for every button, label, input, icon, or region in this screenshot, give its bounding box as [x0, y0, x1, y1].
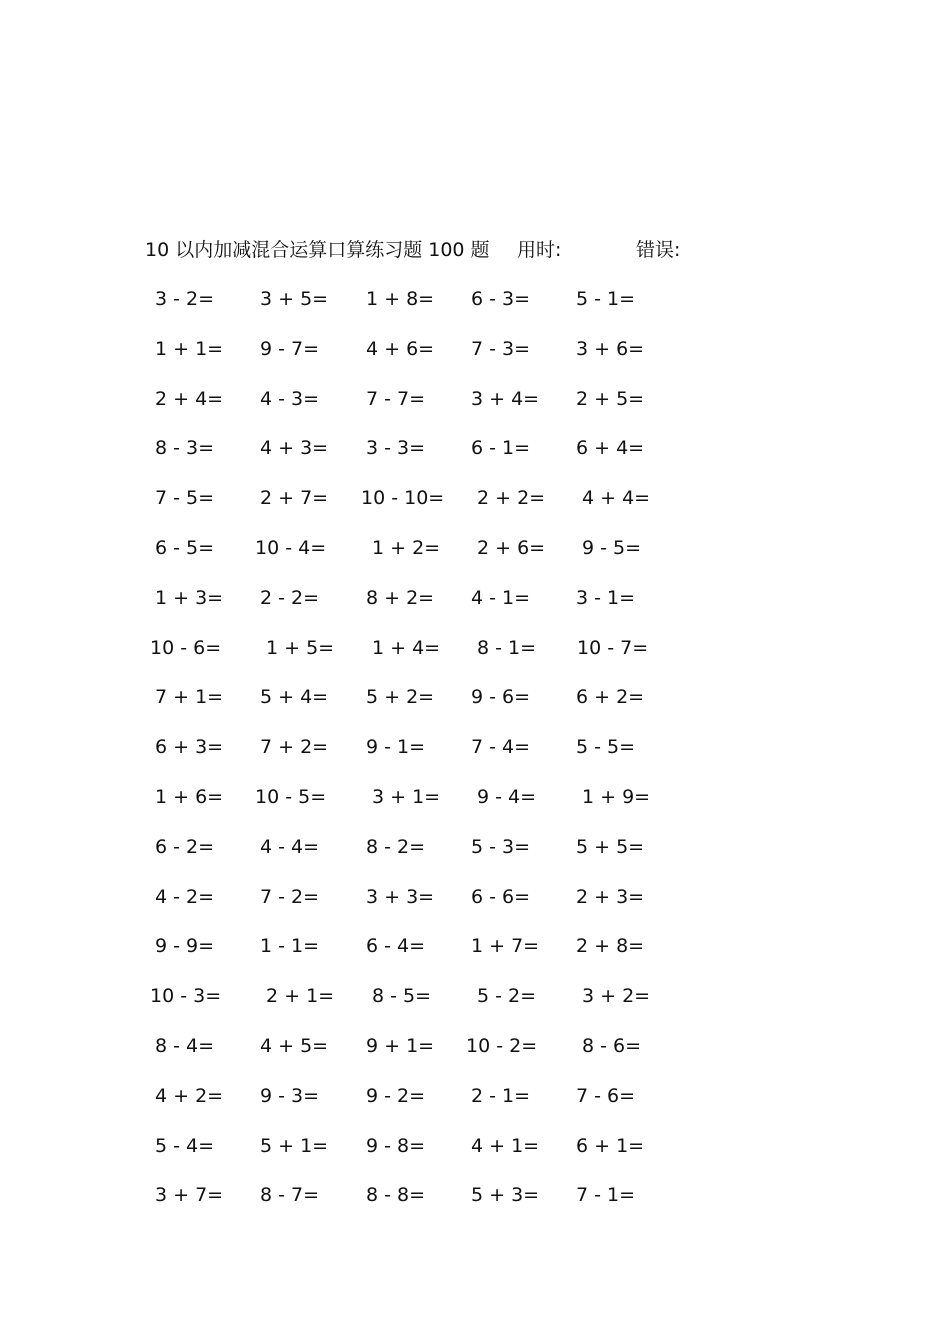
problem-item: 1 + 2=: [372, 536, 441, 559]
problem-item: 3 - 1=: [576, 586, 636, 609]
problem-item: 9 - 7=: [260, 337, 320, 360]
problem-item: 5 - 2=: [477, 985, 537, 1008]
problem-item: 2 + 1=: [266, 985, 335, 1008]
problem-item: 1 + 6=: [155, 785, 224, 808]
problem-item: 8 - 4=: [155, 1034, 215, 1057]
problem-item: 3 + 2=: [582, 985, 651, 1008]
problem-item: 7 - 7=: [366, 387, 426, 410]
problem-item: 5 - 5=: [576, 736, 636, 759]
time-label: 用时:: [517, 239, 562, 261]
problem-item: 1 + 8=: [366, 288, 435, 310]
problem-row: [145, 1131, 705, 1181]
problem-row: [145, 832, 705, 882]
problem-row: [145, 334, 705, 384]
problem-row: [145, 633, 705, 683]
problem-item: 3 - 3=: [366, 437, 426, 460]
problem-row: [145, 882, 705, 932]
problem-grid: [145, 284, 705, 1230]
problem-item: 7 - 5=: [155, 487, 215, 510]
problem-row: [145, 433, 705, 483]
problem-item: 9 - 3=: [260, 1084, 320, 1107]
problem-row: [145, 284, 705, 334]
problem-item: 10 - 4=: [255, 536, 327, 559]
problem-item: 2 + 3=: [576, 885, 645, 908]
problem-item: 6 - 6=: [471, 885, 531, 908]
problem-row: [145, 384, 705, 434]
problem-item: 5 + 5=: [576, 835, 645, 858]
problem-item: 8 - 6=: [582, 1034, 642, 1057]
problem-item: 2 - 2=: [260, 586, 320, 609]
problem-item: 2 + 4=: [155, 387, 224, 410]
problem-item: 1 + 4=: [372, 636, 441, 659]
problem-item: 6 + 4=: [576, 437, 645, 460]
problem-item: 7 - 6=: [576, 1084, 636, 1107]
problem-row: [145, 533, 705, 583]
problem-row: [145, 1180, 705, 1230]
problem-item: 4 - 4=: [260, 835, 320, 858]
problem-row: [145, 483, 705, 533]
problem-item: 7 + 2=: [260, 736, 329, 759]
problem-item: 9 - 8=: [366, 1134, 426, 1157]
problem-row: [145, 931, 705, 981]
problem-item: 5 - 4=: [155, 1134, 215, 1157]
problem-item: 10 - 2=: [466, 1034, 538, 1057]
problem-item: 6 - 5=: [155, 536, 215, 559]
problem-item: 9 - 9=: [155, 935, 215, 958]
problem-item: 2 + 7=: [260, 487, 329, 510]
problem-item: 6 + 3=: [155, 736, 224, 759]
problem-item: 7 - 2=: [260, 885, 320, 908]
problem-item: 9 - 6=: [471, 686, 531, 709]
problem-item: 9 + 1=: [366, 1034, 435, 1057]
problem-row: [145, 682, 705, 732]
problem-item: 4 - 3=: [260, 387, 320, 410]
problem-item: 5 - 1=: [576, 288, 636, 310]
problem-item: 4 + 2=: [155, 1084, 224, 1107]
problem-item: 8 - 7=: [260, 1184, 320, 1207]
problem-item: 10 - 10=: [361, 487, 445, 510]
problem-item: 3 + 3=: [366, 885, 435, 908]
problem-item: 10 - 3=: [150, 985, 222, 1008]
problem-item: 7 - 3=: [471, 337, 531, 360]
problem-item: 2 + 2=: [477, 487, 546, 510]
problem-item: 8 - 3=: [155, 437, 215, 460]
problem-item: 4 + 6=: [366, 337, 435, 360]
worksheet-header: [145, 236, 785, 264]
problem-item: 4 + 3=: [260, 437, 329, 460]
problem-item: 8 + 2=: [366, 586, 435, 609]
problem-row: [145, 1081, 705, 1131]
problem-item: 1 - 1=: [260, 935, 320, 958]
problem-item: 1 + 5=: [266, 636, 335, 659]
problem-item: 5 + 2=: [366, 686, 435, 709]
problem-item: 6 + 1=: [576, 1134, 645, 1157]
problem-item: 1 + 3=: [155, 586, 224, 609]
problem-row: [145, 1031, 705, 1081]
problem-item: 6 + 2=: [576, 686, 645, 709]
problem-item: 9 - 4=: [477, 785, 537, 808]
problem-item: 4 + 5=: [260, 1034, 329, 1057]
problem-row: [145, 583, 705, 633]
problem-item: 4 + 1=: [471, 1134, 540, 1157]
problem-item: 3 + 4=: [471, 387, 540, 410]
problem-item: 4 + 4=: [582, 487, 651, 510]
problem-item: 2 + 6=: [477, 536, 546, 559]
problem-item: 2 + 8=: [576, 935, 645, 958]
problem-item: 3 + 7=: [155, 1184, 224, 1207]
problem-item: 4 - 1=: [471, 586, 531, 609]
problem-item: 3 - 2=: [155, 288, 215, 310]
problem-item: 7 - 1=: [576, 1184, 636, 1207]
problem-item: 8 - 2=: [366, 835, 426, 858]
problem-item: 9 - 5=: [582, 536, 642, 559]
problem-item: 7 - 4=: [471, 736, 531, 759]
errors-label: 错误:: [636, 239, 681, 261]
worksheet-title: 10 以内加减混合运算口算练习题 100 题: [145, 239, 490, 261]
problem-item: 10 - 6=: [150, 636, 222, 659]
problem-item: 10 - 5=: [255, 785, 327, 808]
problem-item: 3 + 1=: [372, 785, 441, 808]
problem-item: 5 + 4=: [260, 686, 329, 709]
problem-row: [145, 732, 705, 782]
problem-item: 5 - 3=: [471, 835, 531, 858]
problem-item: 3 + 6=: [576, 337, 645, 360]
problem-item: 9 - 1=: [366, 736, 426, 759]
problem-item: 1 + 9=: [582, 785, 651, 808]
problem-item: 4 - 2=: [155, 885, 215, 908]
problem-item: 7 + 1=: [155, 686, 224, 709]
problem-item: 8 - 5=: [372, 985, 432, 1008]
problem-item: 2 - 1=: [471, 1084, 531, 1107]
problem-item: 8 - 1=: [477, 636, 537, 659]
problem-item: 6 - 1=: [471, 437, 531, 460]
problem-row: [145, 981, 705, 1031]
problem-item: 5 + 1=: [260, 1134, 329, 1157]
problem-item: 5 + 3=: [471, 1184, 540, 1207]
problem-item: 3 + 5=: [260, 288, 329, 310]
problem-item: 6 - 4=: [366, 935, 426, 958]
problem-item: 6 - 2=: [155, 835, 215, 858]
problem-row: [145, 782, 705, 832]
problem-item: 1 + 7=: [471, 935, 540, 958]
problem-item: 1 + 1=: [155, 337, 224, 360]
problem-item: 10 - 7=: [577, 636, 649, 659]
problem-item: 9 - 2=: [366, 1084, 426, 1107]
problem-item: 8 - 8=: [366, 1184, 426, 1207]
problem-item: 2 + 5=: [576, 387, 645, 410]
problem-item: 6 - 3=: [471, 288, 531, 310]
